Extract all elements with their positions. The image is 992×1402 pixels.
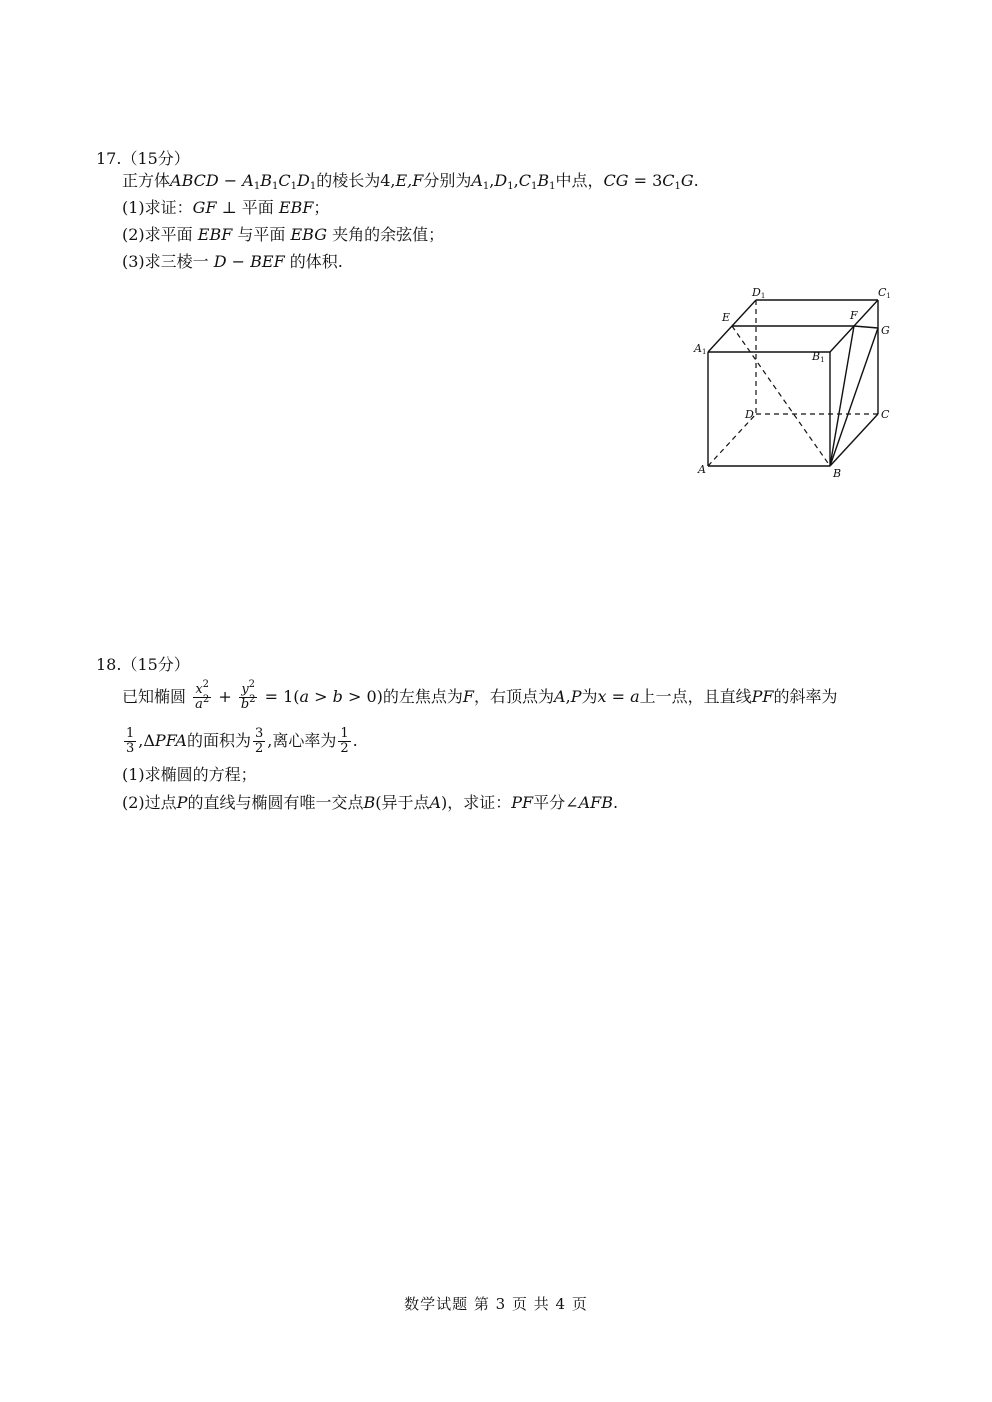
- q17-heading: 17.（15分）: [96, 149, 190, 168]
- segment-bg: [830, 328, 878, 466]
- label-c: C: [881, 408, 890, 421]
- fraction-1-2: $\frac{1}{2}$: [340, 726, 349, 756]
- segment-eb-hidden: [732, 326, 830, 466]
- q18-heading: 18.（15分）: [96, 655, 190, 674]
- fraction-x2-a2: $\frac{x^2}{a^2}$: [195, 679, 210, 712]
- q18-statement-line2: $\frac{1}{3}$ ,ΔPFA的面积为 $\frac{3}{2}$ ,离心率为 $\frac{1}{2}$ .: [126, 726, 358, 756]
- q18-part2: (2)过点P的直线与椭圆有唯一交点B(异于点A)，求证：PF平分∠AFB.: [122, 793, 619, 812]
- label-d1: D1: [752, 286, 766, 300]
- edge-ad-hidden: [708, 414, 756, 466]
- page-footer: 数学试题 第 3 页 共 4 页: [404, 1295, 588, 1313]
- q17-part1: (1)求证：GF ⊥ 平面 EBF；: [122, 198, 330, 217]
- label-e: E: [722, 311, 731, 324]
- q17-part3: (3)求三棱一 D − BEF 的体积.: [122, 252, 343, 271]
- q17-part2: (2)求平面 EBF 与平面 EBG 夹角的余弦值；: [122, 225, 445, 244]
- q18-statement-line1: 已知椭圆 $\frac{x^2}{a^2}$ + $\frac{y^2}{b^2}$ = 1(a > b > 0)的左焦点为F，右顶点为A,P为x = a上一点，且直线PF的斜率为: [122, 679, 838, 712]
- label-a: A: [698, 463, 706, 476]
- label-d: D: [745, 408, 754, 421]
- label-b: B: [833, 467, 842, 480]
- label-f: F: [850, 309, 858, 322]
- cube-figure: [690, 280, 900, 485]
- label-c1: C1: [878, 286, 891, 300]
- fraction-1-3: $\frac{1}{3}$: [126, 726, 135, 756]
- label-b1: B1: [812, 350, 825, 364]
- q18-part1: (1)求椭圆的方程；: [122, 765, 257, 784]
- fraction-3-2: $\frac{3}{2}$: [254, 726, 264, 756]
- q17-statement: 正方体ABCD − $A_1B_1C_1D_1$的棱长为4,E,F分别为$A_1,D_1,C_1B_1$中点，CG = $3C_1G$.: [122, 171, 699, 192]
- label-a1: A1: [694, 342, 707, 356]
- segment-fg: [854, 326, 878, 328]
- fraction-y2-b2: $\frac{y^2}{b^2}$: [240, 679, 256, 712]
- segment-bf: [830, 326, 854, 466]
- label-g: G: [881, 324, 890, 337]
